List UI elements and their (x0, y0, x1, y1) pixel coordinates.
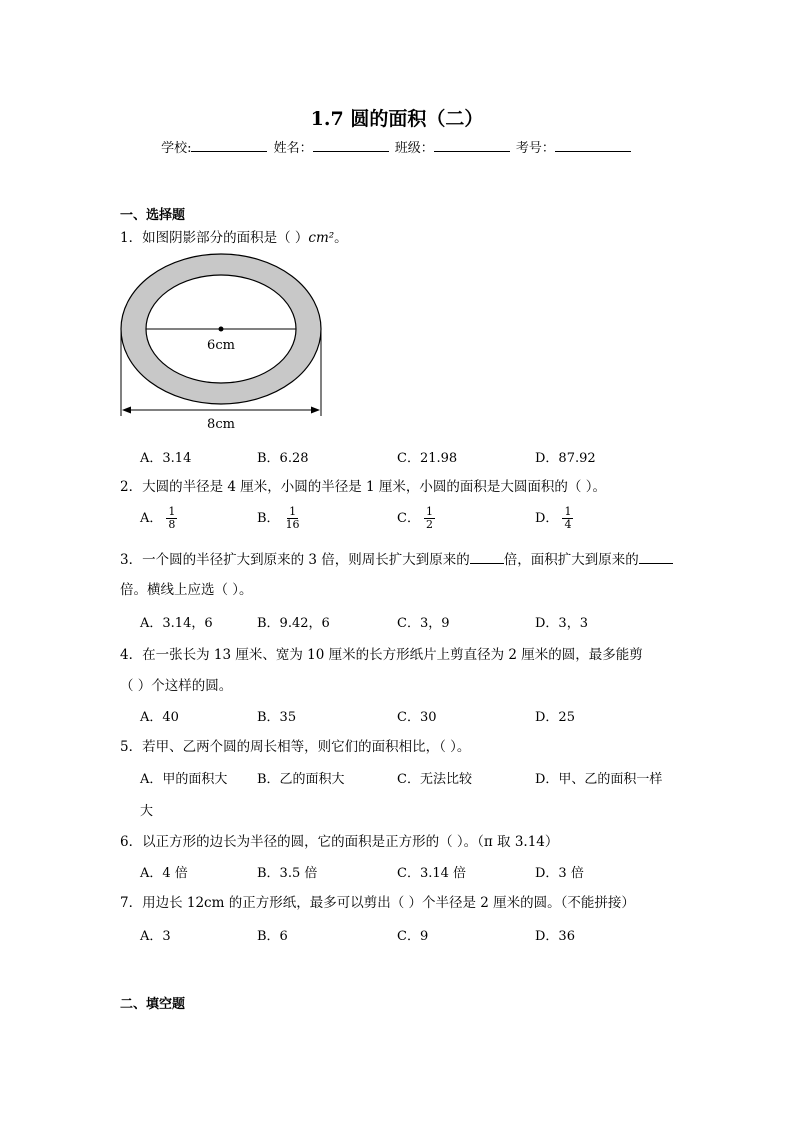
outer-diameter-label: 8cm (207, 417, 235, 432)
option-c[interactable]: C．3.14 倍 (397, 866, 467, 881)
option-d[interactable]: D．3，3 (535, 616, 588, 631)
question-1-unit: cm² (308, 230, 335, 246)
fraction (424, 506, 435, 531)
question-3-text-a: 3．一个圆的半径扩大到原来的 3 倍，则周长扩大到原来的 (120, 552, 470, 568)
ring-figure (115, 250, 330, 435)
option-d-label: D． (535, 511, 559, 526)
option-a[interactable]: A．3.14 (140, 451, 192, 466)
option-d[interactable]: D．87.92 (535, 451, 596, 466)
option-d[interactable]: D．3 倍 (535, 866, 584, 881)
question-2-options (140, 506, 680, 536)
option-a[interactable]: A．4 倍 (140, 866, 188, 881)
question-4-line-2: （ ）个这样的圆。 (120, 678, 233, 694)
section-heading-choice: 一、选择题 (120, 208, 186, 223)
option-d-continuation: 大 (140, 804, 154, 819)
option-a[interactable]: A．40 (140, 710, 179, 725)
blank-1[interactable] (470, 551, 504, 564)
name-field[interactable] (313, 139, 389, 152)
question-1-end: 。 (334, 230, 348, 246)
option-c[interactable]: C．无法比较 (397, 772, 472, 787)
denominator: 8 (168, 518, 176, 531)
denominator: 2 (425, 518, 433, 531)
exam-number-field[interactable] (555, 139, 631, 152)
option-a-label: A． (140, 511, 163, 526)
option-a[interactable]: A．3 (140, 929, 171, 944)
option-d[interactable]: D．甲、乙的面积一样 (535, 772, 663, 787)
class-label: 班级： (394, 141, 434, 156)
option-c[interactable]: C．3，9 (397, 616, 450, 631)
question-7: 7．用边长 12cm 的正方形纸，最多可以剪出（ ）个半径是 2 厘米的圆。（不能拼接） (120, 895, 635, 911)
question-3-line-2: 倍。横线上应选（ ）。 (120, 582, 253, 598)
option-d[interactable]: D．25 (535, 710, 575, 725)
option-a[interactable] (140, 506, 177, 531)
center-dot (219, 327, 224, 332)
inner-diameter-label: 6cm (207, 338, 235, 353)
fraction (284, 506, 302, 531)
school-field[interactable] (191, 139, 267, 152)
question-5: 5．若甲、乙两个圆的周长相等，则它们的面积相比，（ ）。 (120, 739, 471, 755)
denominator: 16 (285, 518, 300, 531)
option-c[interactable] (397, 506, 435, 531)
numerator: 1 (289, 505, 297, 518)
question-3-options (140, 612, 680, 634)
school-label: 学校: (161, 141, 192, 156)
question-3-line-1 (120, 550, 673, 570)
fraction (562, 506, 573, 531)
option-b[interactable]: B．35 (257, 710, 297, 725)
class-field[interactable] (434, 139, 510, 152)
section-heading-fill-in: 二、填空题 (120, 997, 186, 1012)
blank-2[interactable] (639, 551, 673, 564)
option-b[interactable]: B．6 (257, 929, 288, 944)
question-3-text-b: 倍，面积扩大到原来的 (503, 552, 639, 568)
numerator: 1 (425, 505, 433, 518)
exam-number-label: 考号： (515, 141, 555, 156)
dimension-arrow-left-icon (122, 407, 131, 414)
numerator: 1 (564, 505, 572, 518)
denominator: 4 (564, 518, 572, 531)
name-label: 姓名： (273, 141, 313, 156)
option-a[interactable]: A．甲的面积大 (140, 772, 228, 787)
option-b[interactable]: B．6.28 (257, 451, 309, 466)
dimension-arrow-right-icon (311, 407, 320, 414)
question-1-options (140, 447, 680, 469)
student-info (0, 137, 794, 156)
option-b[interactable]: B．乙的面积大 (257, 772, 345, 787)
option-a[interactable]: A．3.14，6 (140, 616, 213, 631)
numerator: 1 (168, 505, 176, 518)
option-b[interactable]: B．9.42，6 (257, 616, 330, 631)
option-b[interactable] (257, 506, 302, 531)
option-c[interactable]: C．9 (397, 929, 429, 944)
question-5-option-d-wrap (140, 800, 680, 822)
option-d[interactable] (535, 506, 573, 531)
question-6-options (140, 862, 680, 884)
option-d[interactable]: D．36 (535, 929, 575, 944)
question-1 (120, 228, 348, 248)
question-5-options (140, 768, 680, 790)
fraction (166, 506, 177, 531)
option-c[interactable]: C．30 (397, 710, 437, 725)
option-c-label: C． (397, 511, 420, 526)
question-4-options (140, 706, 680, 728)
question-1-text: 1．如图阴影部分的面积是（ ） (120, 230, 309, 246)
question-4-line-1: 4．在一张长为 13 厘米、宽为 10 厘米的长方形纸片上剪直径为 2 厘米的圆，最多能剪 (120, 647, 643, 663)
question-7-options (140, 925, 680, 947)
page-title: 1.7 圆的面积（二） (310, 108, 484, 130)
option-b[interactable]: B．3.5 倍 (257, 866, 318, 881)
question-6: 6．以正方形的边长为半径的圆，它的面积是正方形的（ ）。（π 取 3.14） (120, 834, 559, 850)
question-2: 2．大圆的半径是 4 厘米，小圆的半径是 1 厘米，小圆的面积是大圆面积的（ ）。 (120, 479, 606, 495)
option-c[interactable]: C．21.98 (397, 451, 458, 466)
option-b-label: B． (257, 511, 280, 526)
